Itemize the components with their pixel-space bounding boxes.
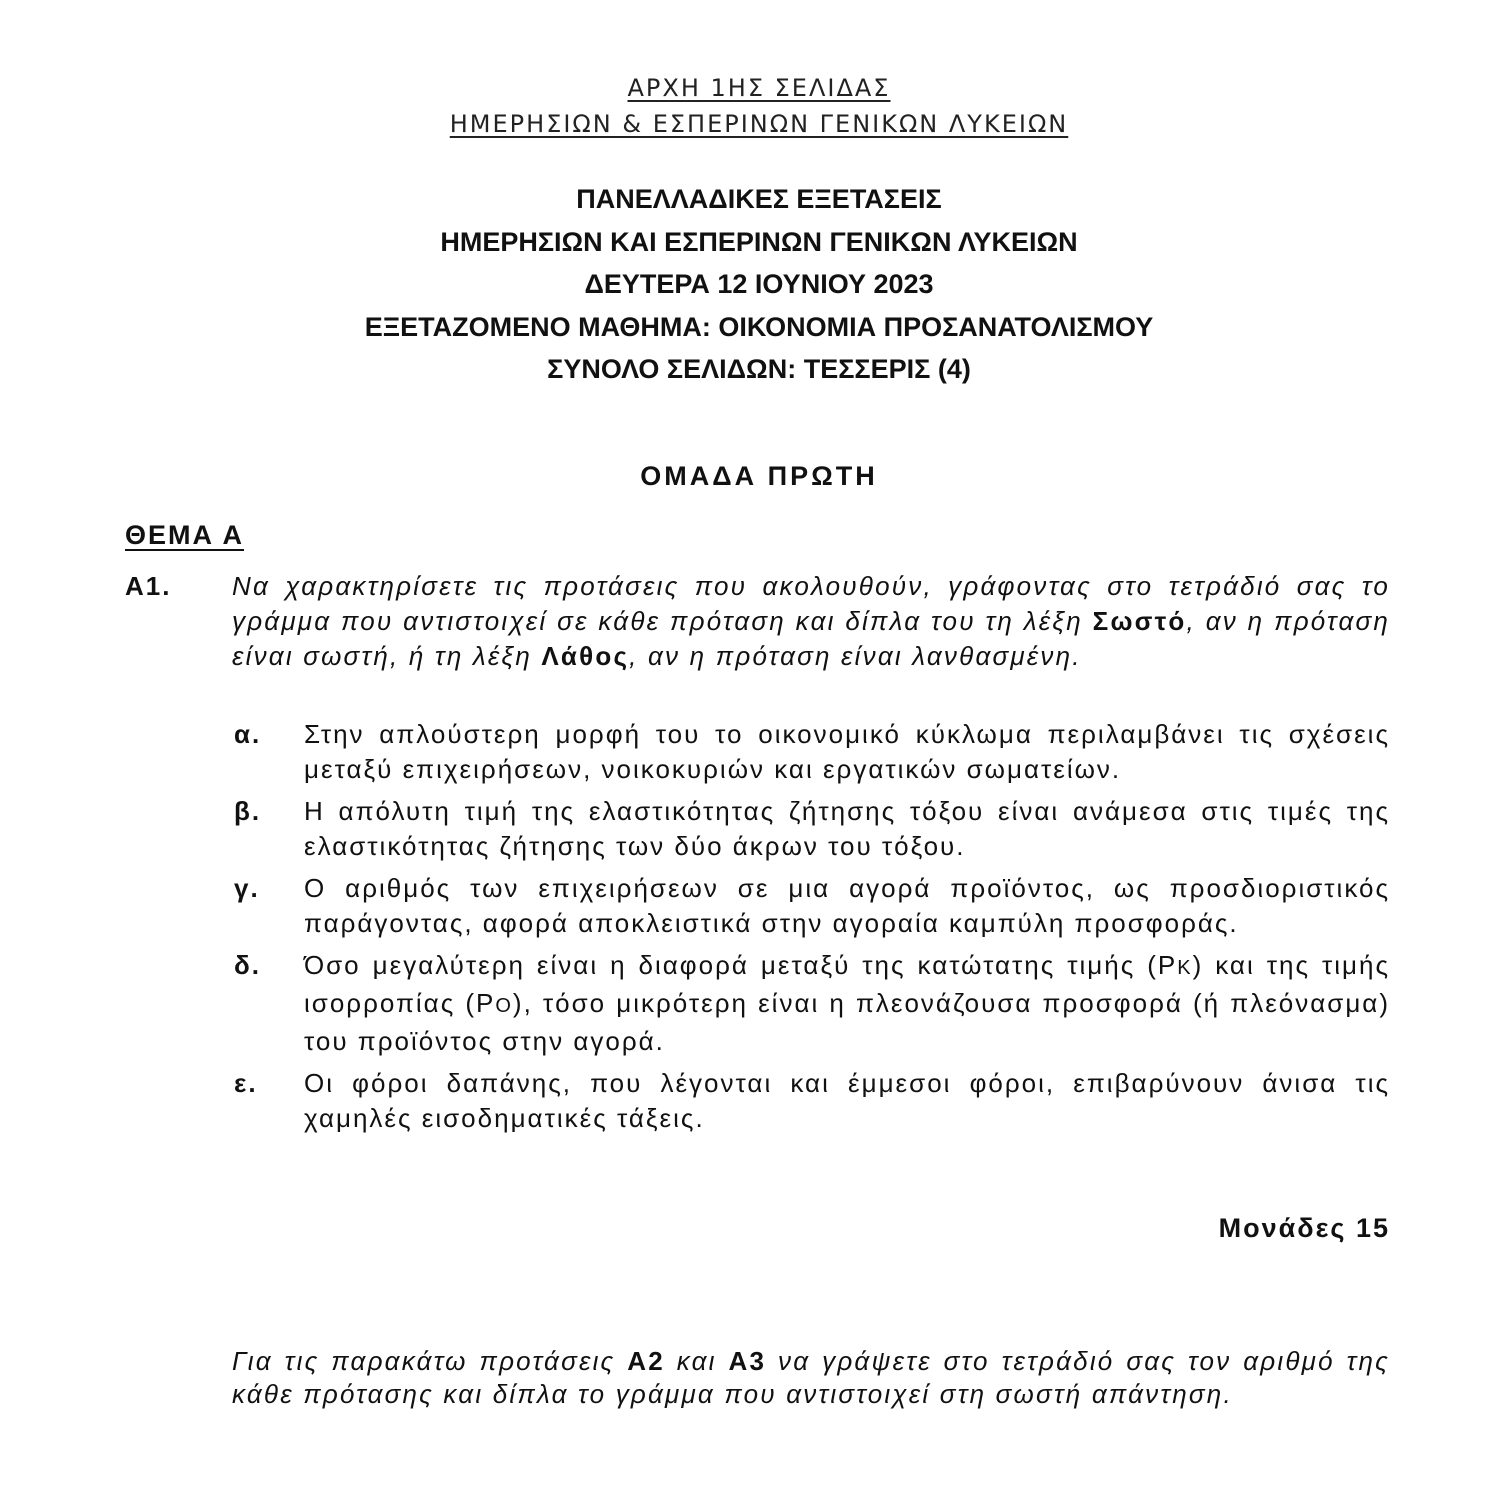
statement-mark: δ. [234, 950, 261, 980]
header-school-type: ΗΜΕΡΗΣΙΩΝ & ΕΣΠΕΡΙΝΩΝ ΓΕΝΙΚΩΝ ΛΥΚΕΙΩΝ [449, 110, 1069, 138]
statement-text: Η απόλυτη τιμή της ελαστικότητας ζήτησης τόξου είναι ανάμεσα στις τιμές της ελαστικότητας ζήτησης των δύο άκρων του τόξου. [304, 796, 1390, 861]
statement-item [232, 948, 1390, 1059]
question-number: Α1. [125, 571, 172, 601]
statement-mark: γ. [234, 873, 260, 903]
statement-mark: α. [234, 719, 262, 749]
title-line-4: ΕΞΕΤΑΖΟΜΕΝΟ ΜΑΘΗΜΑ: ΟΙΚΟΝΟΜΙΑ ΠΡΟΣΑΝΑΤΟΛΙΣΜΟΥ [364, 311, 1154, 342]
title-line-2: ΗΜΕΡΗΣΙΩΝ ΚΑΙ ΕΣΠΕΡΙΝΩΝ ΓΕΝΙΚΩΝ ΛΥΚΕΙΩΝ [440, 226, 1078, 257]
bold-correct: Σωστό [1092, 606, 1187, 636]
exam-title-block [0, 178, 1500, 391]
bold-wrong: Λάθος [541, 641, 630, 671]
statement-mark: ε. [234, 1068, 258, 1098]
question-text: Να χαρακτηρίσετε τις προτάσεις που ακολουθούν, γράφοντας στο τετράδιό σας το γράμμα που αντιστοιχεί σε κάθε πρόταση και δίπλα του τη λέξη Σωστό, αν η πρόταση είναι σωστή, ή τη λέξη Λάθος, αν η πρόταση είναι λανθασμένη. [232, 571, 1390, 671]
statement-mark: β. [234, 796, 262, 826]
statement-list [232, 717, 1390, 1143]
group-title: ΟΜΑΔΑ ΠΡΩΤΗ [640, 461, 878, 491]
title-line-5: ΣΥΝΟΛΟ ΣΕΛΙΔΩΝ: ΤΕΣΣΕΡΙΣ (4) [547, 354, 971, 384]
statement-text: Στην απλούστερη μορφή του το οικονομικό κύκλωμα περιλαμβάνει τις σχέσεις μεταξύ επιχειρήσεων, νοικοκυριών και εργατικών σωματείων. [304, 719, 1390, 784]
instruction-text: Για τις παρακάτω προτάσεις Α2 και Α3 να γράψετε στο τετράδιό σας τον αριθμό της κάθε πρότασης και δίπλα το γράμμα που αντιστοιχεί στη σωστή απάντηση. [232, 1346, 1391, 1409]
title-line-3: ΔΕΥΤΕΡΑ 12 ΙΟΥΝΙΟΥ 2023 [584, 269, 934, 299]
statement-item [232, 717, 1390, 787]
statement-text: Ο αριθμός των επιχειρήσεων σε μια αγορά προϊόντος, ως προσδιοριστικός παράγοντας, αφορά αποκλειστικά στην αγοραία καμπύλη προσφοράς. [304, 873, 1390, 938]
statement-item [232, 1066, 1390, 1136]
title-line-1: ΠΑΝΕΛΛΑΔΙΚΕΣ ΕΞΕΤΑΣΕΙΣ [576, 184, 942, 214]
marks-label: Μονάδες 15 [1218, 1213, 1390, 1243]
statement-text: Όσο μεγαλύτερη είναι η διαφορά μεταξύ της κατώτατης τιμής (PK) και της τιμής ισορροπίας (PO), τόσο μικρότερη είναι η πλεονάζουσα προσφορά (ή πλεόνασμα) του προϊόντος στην αγορά. [304, 950, 1390, 1056]
header-page-number: ΑΡΧΗ 1ΗΣ ΣΕΛΙΔΑΣ [627, 74, 891, 102]
theme-title: ΘΕΜΑ Α [125, 520, 244, 550]
statement-item [232, 871, 1390, 941]
statement-item [232, 794, 1390, 864]
statement-text: Οι φόροι δαπάνης, που λέγονται και έμμεσοι φόροι, επιβαρύνουν άνισα τις χαμηλές εισοδηματικές τάξεις. [304, 1068, 1390, 1133]
